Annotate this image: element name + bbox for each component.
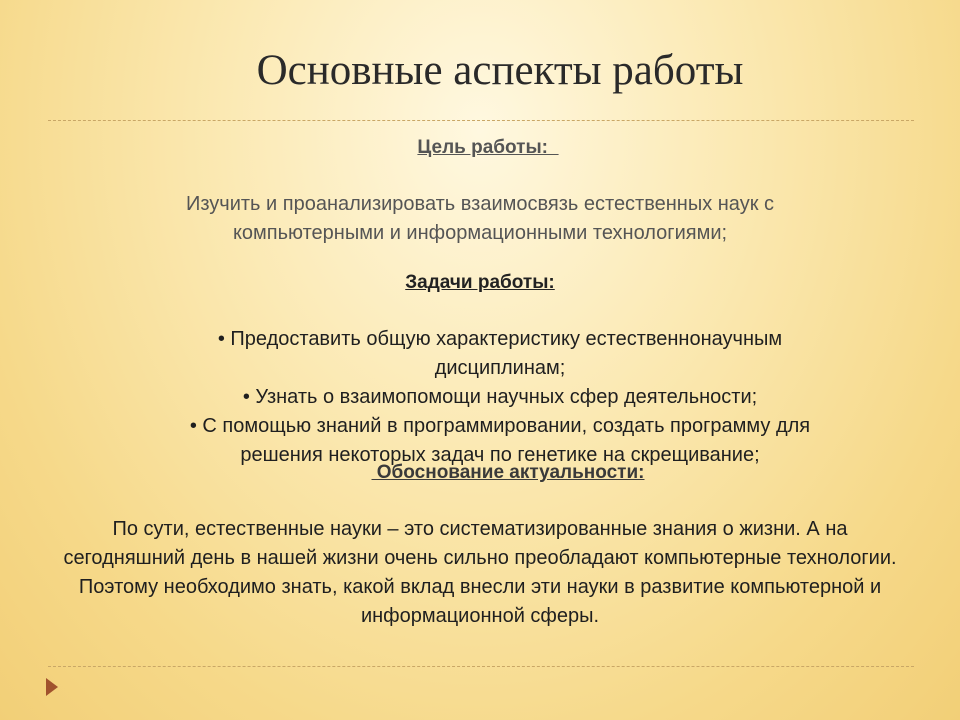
tasks-list	[0, 325, 960, 470]
top-divider	[48, 120, 914, 121]
play-arrow-icon[interactable]	[46, 678, 58, 696]
relevance-text: По сути, естественные науки – это систематизированные знания о жизни. А на сегодняшний день в нашей жизни очень сильно преобладают компьютерные технологии. Поэтому необходимо знать, какой вклад внесли эти науки в развитие компьютерной и информационной сферы.	[63, 518, 897, 627]
relevance-heading: Обоснование актуальности:	[371, 462, 645, 483]
goal-heading: Цель работы:	[417, 137, 559, 158]
task-item-2: • Узнать о взаимопомощи научных сфер деятельности;	[242, 386, 758, 408]
goal-text: Изучить и проанализировать взаимосвязь естественных наук с компьютерными и информационными технологиями;	[185, 193, 775, 244]
task-item-1: • Предоставить общую характеристику естественнонаучным дисциплинам;	[217, 328, 783, 379]
bottom-divider	[48, 666, 914, 667]
slide-title: Основные аспекты работы	[256, 47, 744, 94]
tasks-heading: Задачи работы:	[405, 272, 555, 293]
task-item-3: • С помощью знаний в программировании, создать программу для решения некоторых задач по генетике на скрещивание;	[189, 415, 811, 466]
